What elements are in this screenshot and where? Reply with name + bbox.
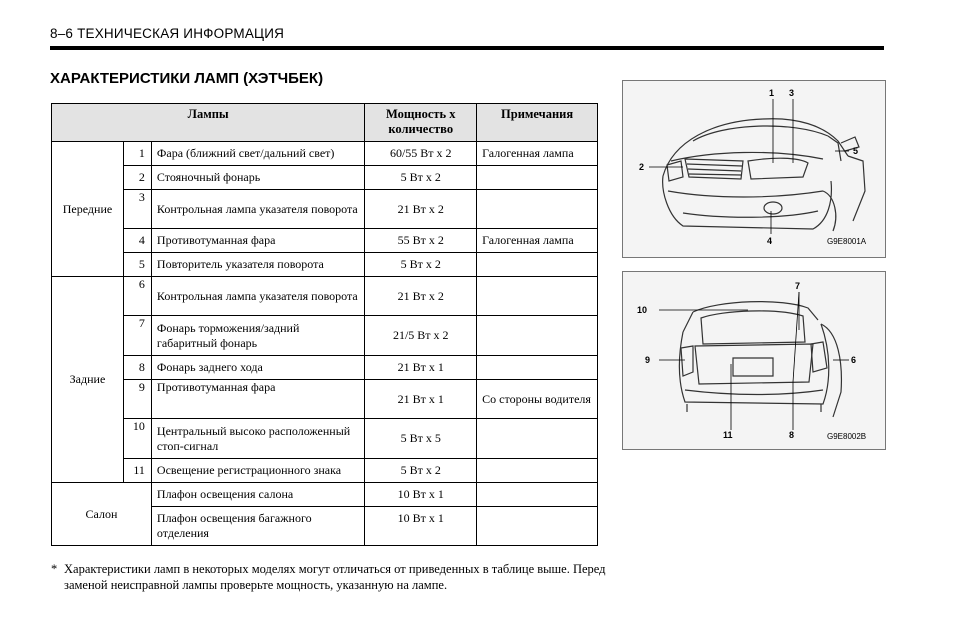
row-note: Со стороны водителя [477,380,598,419]
row-note: Галогенная лампа [477,229,598,253]
row-note [477,316,598,356]
row-power: 21 Вт х 2 [365,190,477,229]
row-name: Противотуманная фара [151,229,364,253]
callout-front-3: 3 [789,88,795,98]
table-row [52,142,598,166]
row-name: Фонарь торможения/задний габаритный фонарь [151,316,364,356]
row-note [477,356,598,380]
figure-code-rear: G9E8002B [827,432,867,441]
row-power: 21 Вт х 1 [365,380,477,419]
header-rule [50,46,884,50]
row-power: 21 Вт х 1 [365,356,477,380]
table-row [52,229,598,253]
rear-car-illustration [623,272,885,449]
front-car-figure [622,80,886,258]
lamp-specs-table [51,103,598,546]
row-num: 3 [123,190,151,229]
row-note [477,483,598,507]
group-front: Передние [52,142,124,277]
row-num: 11 [123,459,151,483]
table-row [52,190,598,229]
row-note [477,190,598,229]
header-power-line2: количество [388,122,454,136]
row-name: Противотуманная фара [151,380,364,419]
row-power: 5 Вт х 2 [365,459,477,483]
table-row [52,253,598,277]
row-note [477,253,598,277]
row-num: 5 [123,253,151,277]
callout-rear-6: 6 [851,355,857,365]
group-cabin: Салон [52,483,152,546]
row-power: 5 Вт х 2 [365,166,477,190]
row-name: Фара (ближний свет/дальний свет) [151,142,364,166]
row-power: 10 Вт х 1 [365,507,477,546]
table-row [52,166,598,190]
row-name: Повторитель указателя поворота [151,253,364,277]
row-num: 6 [123,277,151,316]
table-row [52,380,598,419]
header-power-line1: Мощность х [385,107,456,121]
header-notes: Примечания [477,104,598,142]
row-power: 21 Вт х 2 [365,277,477,316]
table-row [52,459,598,483]
row-note [477,277,598,316]
row-num: 4 [123,229,151,253]
row-name: Контрольная лампа указателя поворота [151,190,364,229]
row-num: 1 [123,142,151,166]
row-power: 55 Вт х 2 [365,229,477,253]
table-row [52,483,598,507]
row-name: Контрольная лампа указателя поворота [151,277,364,316]
callout-rear-11: 11 [723,430,733,440]
rear-car-figure [622,271,886,450]
figure-code-front: G9E8001A [827,237,867,246]
callout-front-2: 2 [639,162,645,172]
row-name: Центральный высоко расположенный стоп-сигнал [151,419,364,459]
row-power: 5 Вт х 5 [365,419,477,459]
row-name: Освещение регистрационного знака [151,459,364,483]
row-note [477,507,598,546]
callout-front-1: 1 [769,88,775,98]
row-name: Плафон освещения багажного отделения [151,507,364,546]
section-title: ХАРАКТЕРИСТИКИ ЛАМП (ХЭТЧБЕК) [50,70,324,87]
front-car-illustration [623,81,885,257]
callout-rear-7: 7 [795,281,801,291]
callout-rear-8: 8 [789,430,795,440]
footnote-text: Характеристики ламп в некоторых моделях могут отличаться от приведенных в таблице выше. Перед заменой неисправной лампы проверьте мощность, указанную на лампе. [64,562,606,592]
page-header: 8–6 ТЕХНИЧЕСКАЯ ИНФОРМАЦИЯ [50,26,285,41]
row-note: Галогенная лампа [477,142,598,166]
callout-front-5: 5 [853,146,859,156]
row-note [477,166,598,190]
header-lamps: Лампы [52,104,365,142]
footnote-marker: * [51,562,58,576]
row-power: 5 Вт х 2 [365,253,477,277]
row-num: 7 [123,316,151,356]
table-row [52,356,598,380]
row-name: Стояночный фонарь [151,166,364,190]
row-note [477,419,598,459]
row-note [477,459,598,483]
row-num: 2 [123,166,151,190]
callout-rear-9: 9 [645,355,651,365]
group-rear: Задние [52,277,124,483]
footnote [51,561,611,593]
row-name: Плафон освещения салона [151,483,364,507]
header-power [365,104,477,142]
callout-front-4: 4 [767,236,773,246]
row-power: 21/5 Вт х 2 [365,316,477,356]
row-num: 8 [123,356,151,380]
row-power: 60/55 Вт х 2 [365,142,477,166]
callout-rear-10: 10 [637,305,648,315]
row-num: 9 [123,380,151,419]
row-num: 10 [123,419,151,459]
table-row [52,419,598,459]
table-row [52,316,598,356]
table-row [52,277,598,316]
row-name: Фонарь заднего хода [151,356,364,380]
row-power: 10 Вт х 1 [365,483,477,507]
